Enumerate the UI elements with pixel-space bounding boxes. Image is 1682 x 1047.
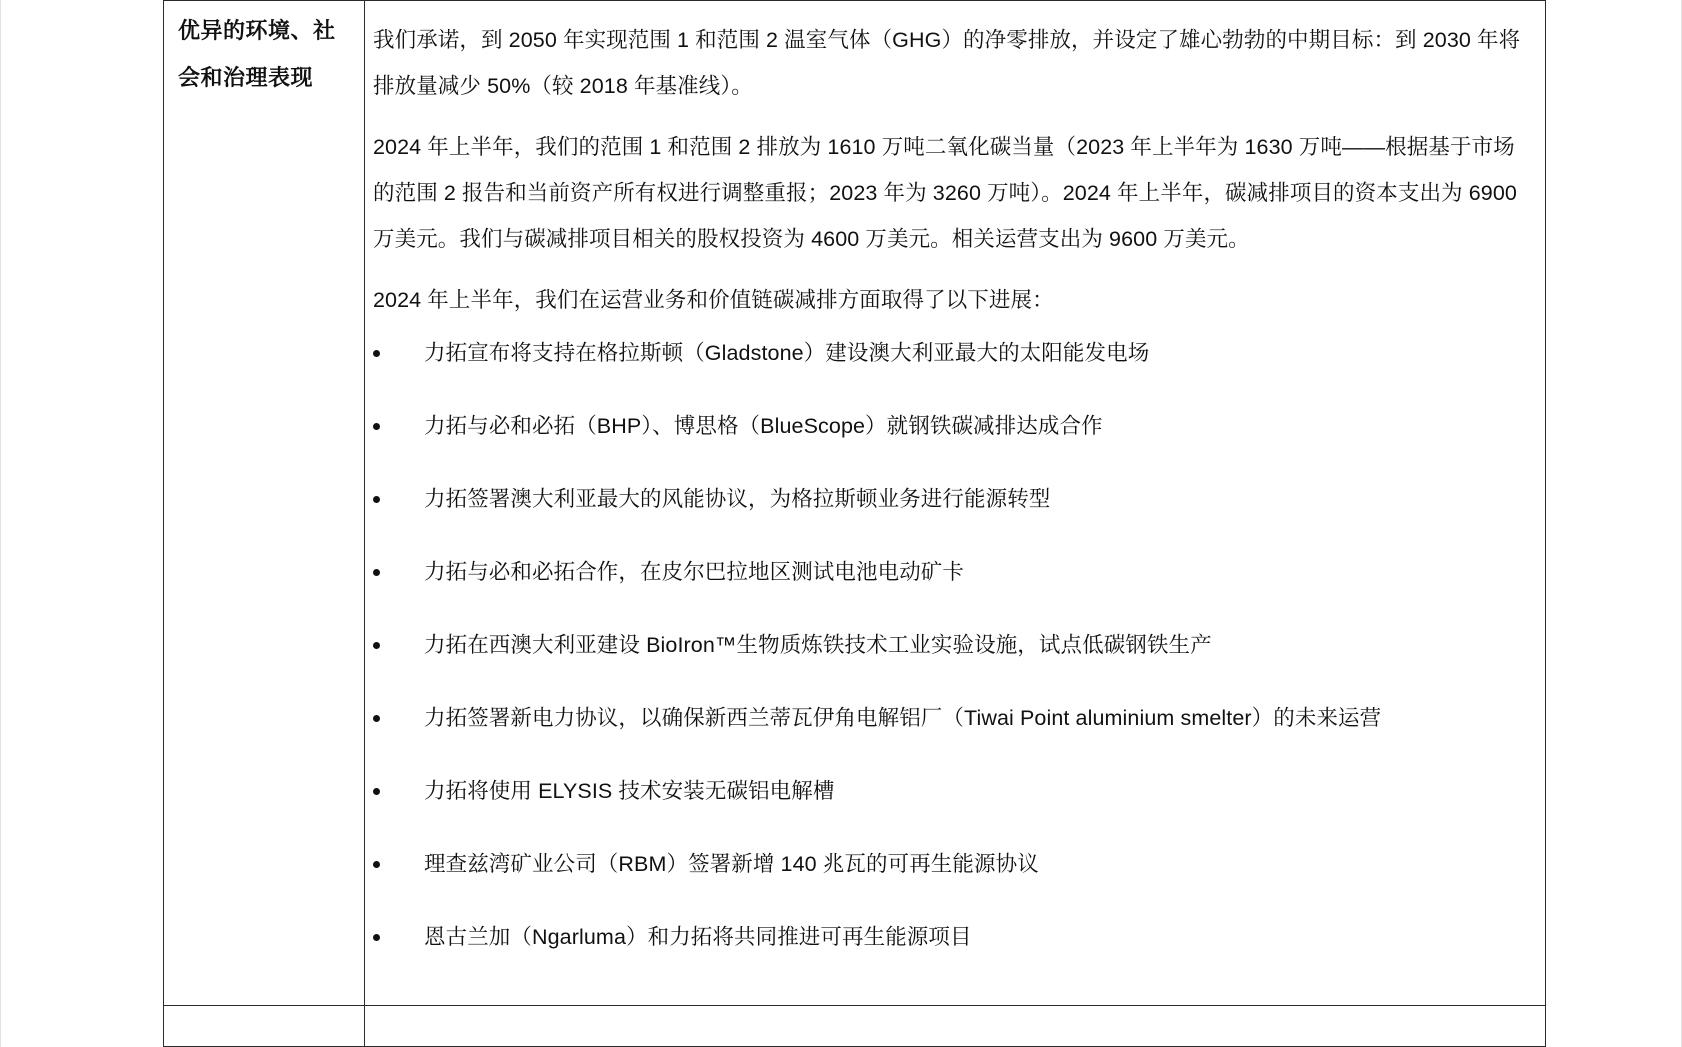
list-item-text: 力拓与必和必拓合作，在皮尔巴拉地区测试电池电动矿卡 (424, 560, 965, 584)
list-item-text: 理查兹湾矿业公司（RBM）签署新增 140 兆瓦的可再生能源协议 (424, 852, 1039, 876)
list-item-text: 力拓在西澳大利亚建设 BioIron™生物质炼铁技术工业实验设施，试点低碳钢铁生产 (424, 633, 1212, 657)
list-item-text: 力拓签署新电力协议，以确保新西兰蒂瓦伊角电解铝厂（Tiwai Point aluminium smelter）的未来运营 (424, 706, 1382, 730)
list-item-text: 力拓与必和必拓（BHP）、博思格（BlueScope）就钢铁碳减排达成合作 (424, 414, 1103, 438)
row-label: 优异的环境、社会和治理表现 (178, 18, 336, 90)
content-body (365, 1, 1545, 995)
bullet-icon (373, 861, 380, 868)
list-item (373, 484, 1525, 557)
page-left-edge (0, 0, 1, 1047)
list-item (373, 411, 1525, 484)
bullet-icon (373, 496, 380, 503)
next-row-content-cell (365, 1006, 1546, 1047)
list-item (373, 557, 1525, 630)
bullet-icon (373, 934, 380, 941)
next-table-row (164, 1006, 1546, 1047)
list-item-text: 力拓签署澳大利亚最大的风能协议，为格拉斯顿业务进行能源转型 (424, 487, 1051, 511)
list-item (373, 338, 1525, 411)
bullet-icon (373, 788, 380, 795)
list-item-text: 力拓宣布将支持在格拉斯顿（Gladstone）建设澳大利亚最大的太阳能发电场 (424, 341, 1150, 365)
progress-intro-paragraph: 2024 年上半年，我们在运营业务和价值链碳减排方面取得了以下进展： (373, 288, 1054, 312)
list-item-text: 恩古兰加（Ngarluma）和力拓将共同推进可再生能源项目 (424, 925, 972, 949)
list-item (373, 849, 1525, 922)
bullet-icon (373, 642, 380, 649)
emissions-paragraph: 2024 年上半年，我们的范围 1 和范围 2 排放为 1610 万吨二氧化碳当量（2023 年上半年为 1630 万吨——根据基于市场的范围 2 报告和当前资产所有权进行调整重报；2023 年为 3260 万吨）。2024 年上半年，碳减排项目的资本支出为 6900 万美元。我们与碳减排项目相关的股权投资为 4600 万美元。相关运营支出为 9600 万美元。 (373, 135, 1517, 251)
progress-list (373, 338, 1525, 995)
list-item (373, 922, 1525, 995)
bullet-icon (373, 423, 380, 430)
list-item (373, 630, 1525, 703)
bullet-icon (373, 350, 380, 357)
net-zero-commitment-paragraph: 我们承诺，到 2050 年实现范围 1 和范围 2 温室气体（GHG）的净零排放，并设定了雄心勃勃的中期目标：到 2030 年将排放量减少 50%（较 2018 年基准线）。 (373, 28, 1521, 98)
esg-table (163, 0, 1546, 1047)
table-row (164, 1, 1546, 1006)
list-item (373, 776, 1525, 849)
row-label-cell (164, 1, 365, 1006)
list-item-text: 力拓将使用 ELYSIS 技术安装无碳铝电解槽 (424, 779, 835, 803)
next-row-label-cell (164, 1006, 365, 1047)
bullet-icon (373, 715, 380, 722)
bullet-icon (373, 569, 380, 576)
list-item (373, 703, 1525, 776)
row-content-cell (365, 1, 1546, 1006)
